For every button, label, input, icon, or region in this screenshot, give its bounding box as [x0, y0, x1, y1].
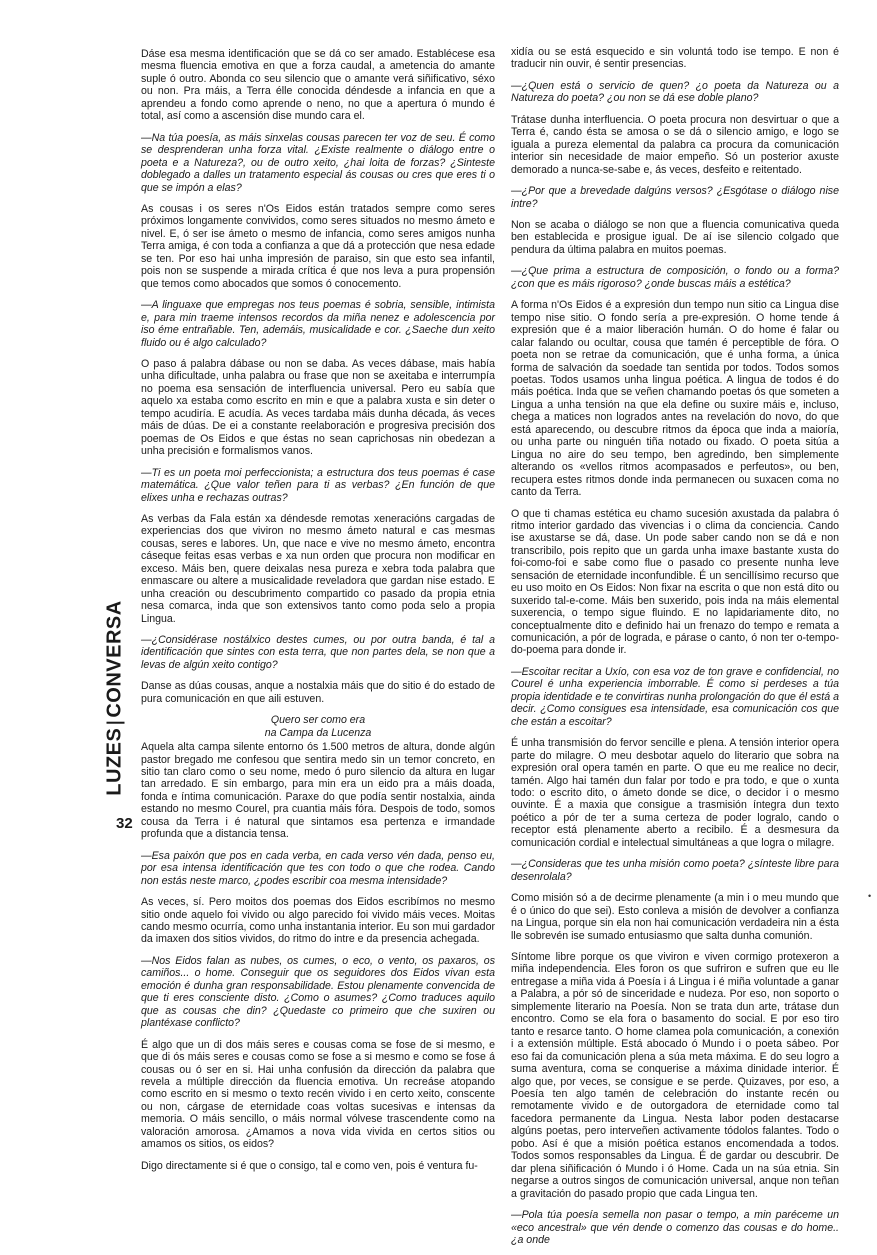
interview-question: —¿Que prima a estructura de composición, o fondo ou a forma? ¿con que es máis rigoroso? ¿onde buscas máis a estética? [511, 265, 839, 290]
interview-answer: As cousas i os seres n'Os Eidos están tratados sempre como seres próximos longamente convividos, como seres situados no mesmo ámeto e nivel. E, ó ser ise ámeto o mesmo de infancia, como seres amigos nunha Terra amiga, é con toda a confianza a que dá a protección que nesa edade se ten. Por eso hai unha impresión de paraiso, sin que esto sea infantil, pois non se suspende a mirada crítica é que nos leva a pura propensión que temos como abocados que somos ó conocemento. [141, 202, 495, 290]
interview-question: —¿Considérase nostálxico destes cumes, ou por outra banda, é tal a identificación que sintes con esta terra, que non partes dela, se non que a levas de algún xeito contigo? [141, 634, 495, 671]
magazine-name: LUZES [103, 727, 126, 796]
interview-question: —Nos Eidos falan as nubes, os cumes, o eco, o vento, os paxaros, os camiños... o home. Conseguir que os seguidores dos Eidos vivan esta emoción é dunha gran responsabilidade. Estou plenamente convencida de que ti eres consciente disto. ¿Como o asumes? ¿Como traduces aquilo que as cousas che din? ¿Quedaste co primeiro que che suxiren ou plantéxase conflicto? [141, 954, 495, 1030]
interview-answer: Non se acaba o diálogo se non que a fluencia comunicativa queda ben establecida e prosigue igual. De aí ise silencio colgado que pendura da última palabra en muitos poemas. [511, 218, 839, 256]
interview-answer: Trátase dunha interfluencia. O poeta procura non desvirtuar o que a Terra é, cando ésta se amosa o se dá o silencio amigo, e logo se iguala a pureza elemental da palabra ca procura da comunicación interior sin necesidade de maior empeño. Só un posterior axuste demorado a nunca-se-sabe e, ás veces, desfeito e reitentado. [511, 113, 839, 176]
interview-answer: É unha transmisión do fervor sencille e plena. A tensión interior opera parte do milagre. O meu desbotar aquelo do literario que sobra na expresión oral opera tamén en parte. O que eu me realice no decir, tamén. Algo hai tamén dun falar por todo e pra todo, e que o xunta todo: o escrito dito, o ámeto donde se dice, o decidor i o mesmo ouvinte. É a maxia que consigue a trasmisión íntegra dun texto poético a pór de ter a suma certeza de poder logralo, cando o receptor está plenamente aberto a recibilo. É a desmesura da comunicación cordial e intelectual simultáneas a que logra o milagre. [511, 737, 839, 849]
interview-answer: Digo directamente si é que o consigo, tal e como ven, pois é ventura fu- [141, 1159, 478, 1172]
interview-answer: Aquela alta campa silente entorno ós 1.500 metros de altura, donde algún pastor bregado me confesou que sentira medo sin un temor concreto, en sitio tan claro como o seu nome, medo ó puro silencio da altura en lugar tan arredado. E sin embargo, para min era un eido pra a máis doada, fonda e íntima comunicación. Paraxe do que podía sentir nostalxia, ainda estando no mesmo Courel, pra cuantia máis fóra. Despois de todo, somos cousa da Terra i é natural que sintamos esa pertenza e irmandade profunda que a distancia tensa. [141, 741, 495, 841]
page-number: 32 [116, 815, 133, 832]
interview-question: —¿Consideras que tes unha misión como poeta? ¿sínteste libre para desenrolala? [511, 858, 839, 883]
interview-answer: Como misión só a de decirme plenamente (a min i o meu mundo que é o único do que sei). Esto conleva a misión de devolver a confianza na Lingua, porque sin ela non hai comunicación verdadeira nin a ésta lle sobrevén ise sumado entusiasmo que salta dunha comunión. [511, 892, 839, 942]
left-column [141, 48, 495, 1181]
interview-question: —Esa paixón que pos en cada verba, en cada verso vén dada, penso eu, por esa intensa identificación que tes con todo o que che rodea. Cando non estás neste marco, ¿podes escribir coa mesma intensidade? [141, 849, 495, 887]
interview-answer: Dáse esa mesma identificación que se dá co ser amado. Establécese esa mesma fluencia emotiva en que a forza caudal, a ametencia do amante suple ó outro. Abonda co seu silencio que o amante verá siñificativo, séxo ou non. Pra máis, a Terra élle conocida déndesde a infancia en que a aprendeu a fondo como aprende o neno, no que a apertura ó mundo é total, así como a ascensión dise mundo cara el. [141, 48, 495, 123]
interview-answer: A forma n'Os Eidos é a expresión dun tempo nun sitio ca Lingua dise tempo nise sitio. O fondo sería a pre-expresión. O home tende á expresión que é a maior liberación humán. O do home é falar ou calar falando ou ocultar, cousa que tamén é perceptible de fóra. O poeta non se retrae da comunicación, que é unha forma, a única forma de salvación da soedade tan sentida por todos. Todos somos poetas. Todos usamos unha lingua poética. A lingua de todos é do máis poética. Inda que se veñen chamando poetas ós que someten a Lingua a unha tensión na que ela define ou suxire máis e, incluso, chega a matices non logrados antes na revelación do novo, do que está aparecendo, ou descubre ritmos da época que inda a maioría, ou unha parte ou ninguén tiña notado ou fixado. O poeta sitúa a Lingua no aire do seu tempo, ben agredindo, ben simplemente alterando os «vellos ritmos acompasados e perfeutos», ou ben, recupera estes ritmos donde inda permanecen ou suxacen coma no canto da Terra. [511, 299, 839, 499]
interview-answer: As veces, sí. Pero moitos dos poemas dos Eidos escribímos no mesmo sitio onde aquelo foi vivido ou algo parecido foi vivido máis veces. Moitas cando mesmo ocurría, como unha instantania interior. Eu son mui gardador da imaxen dos sitios vividos, do ritmo do intre e da presencia achegada. [141, 896, 495, 946]
interview-question: —Pola túa poesía semella non pasar o tempo, a min paréceme un «eco ancestral» que vén dende o comenzo das cousas e do home.. ¿a onde [511, 1209, 839, 1246]
interview-question: —Ti es un poeta moi perfeccionista; a estructura dos teus poemas é case matemática. ¿Que valor teñen para ti as verbas? ¿En función de que elixes unha e rechazas outras? [141, 466, 495, 504]
interview-question: —¿Por que a brevedade dalgúns versos? ¿Esgótase o diálogo nise intre? [511, 185, 839, 210]
verse-line: Quero ser como era [270, 714, 366, 727]
interview-question: —A linguaxe que empregas nos teus poemas é sobria, sensible, intimista e, para min traeme intensos recordos da miña nenez e adolescencia por iso éme entrañable. Ten, ademáis, musicalidade e cor. ¿Saeche dun xeito fluido ou é algo calculado? [141, 299, 495, 349]
interview-answer: xidía ou se está esquecido e sin voluntá todo ise tempo. E non é traducir nin ouvir, é sentir presencias. [511, 46, 839, 71]
section-name: CONVERSA [103, 600, 126, 718]
verse-quote [141, 714, 495, 739]
interview-question: —Escoitar recitar a Uxío, con esa voz de ton grave e confidencial, no Courel é unha experiencia imborrable. É como si perdeses a túa propia identidade e te convirtiras nunha prolongación do que él está a decir. ¿Como consigues esa intensidade, esa comunicación cos que che están a escoitar? [511, 665, 839, 728]
verse-line: na Campa da Lucenza [264, 726, 372, 739]
right-column [511, 46, 839, 1255]
interview-question: —Na túa poesía, as máis sinxelas cousas parecen ter voz de seu. É como se desprenderan unha forza vital. ¿Existe realmente o diálogo entre o poeta e a Natureza?, ou de outro xeito, ¿hai loita de forzas? ¿Sinteste doblegado a dalles un tratamento especial ás cousas ou cres que eres ti o que se impón a elas? [141, 131, 495, 194]
label-divider [106, 722, 124, 724]
edge-mark: • [868, 891, 872, 901]
section-label [104, 582, 126, 814]
interview-answer: Danse as dúas cousas, anque a nostalxia máis que do sitio é do estado de pura comunicación en que aili estuven. [141, 680, 495, 705]
interview-answer: Síntome libre porque os que viviron e viven cormigo protexeron a miña independencia. Eles foron os que sufriron e sufren que eu lle entregase a miña vida á Poesía i á Lingua i é miña voluntade a ganar a Palabra, a pór só de sinceridade e nudeza. Por eso, non soporto o simplemente literario na Poesía. Non se trata dun arte, trátase dun encontro. Como se ela fora o basamento do social. E por eso tiro tanto e resarce tanto. O home clamea pola comunicación, a conexión i a extensión múltiple. Está abocado ó Mundo i o poeta sábeo. Por eso fai da comunicación plena a súa meta máxima. E do seu logro a suma aventura, coma se conquerise a máxima dinidade interior. É algo que, por veces, se consigue e se perde. Quizaves, por eso, a Poesía ten algo tamén de celebración do instante recén ou remotamente vivido e de outorgadora de eternidade como tal facedora permanente da Lingua. Nesta labor poden destacarse algúns poetas, pero interveñen activamente tódolos falantes. Todo o pobo. Así é que a misión poética estanos encomendada a todos. Todos somos responsables da Lingua. É de gardar ou descubrir. De dar plena siñificación ó Mundo i ó Home. Cada un na súa etnia. Sin negarse a outros singos de comunicación universal, anque non teñan a gravitación do pasado propio que cada Lingua ten. [511, 951, 839, 1200]
interview-answer: O paso á palabra dábase ou non se daba. As veces dábase, mais había unha dificultade, unha palabra ou frase que non se axeitaba e interrumpía no poema esa sensación de interfluencia universal. Pero eu sabía que aquelo xa estaba como escrito en min e que a palabra xusta e sin deter o tempo acudiría. E acudía. As veces tardaba máis dunha década, ás veces máis de dúas. De ei a constante reelaboración e progresiva precisión dos poemas de Os Eidos e que éstas no sean caprichosas nin obedezan a unha precisión e formalismos vanos. [141, 357, 495, 458]
interview-answer: As verbas da Fala están xa déndesde remotas xeneracións cargadas de experiencias dos que viviron no mesmo ámeto natural e cas mesmas cousas, seres e labores. Un, que nace e vive no mesmo ámeto, encontra cáseque feitas esas verbas e xa nun orden que procura non modificar en exceso. Máis ben, quere deixalas nesa pureza e xebra toda palabra que enmascare ou altere a musicalidade reveladora que gardan nise estado. E unha creación ou descubrimento compartido co pasado da propia etnia nesa comarca, inda que son extensivos tanto como poda selo a propia Lingua. [141, 512, 495, 625]
interview-answer: É algo que un di dos máis seres e cousas coma se fose de si mesmo, e que di ós máis seres e cousas como se fose a si mesmo e como se fose á cousas ou ó ser en si. Hai unha confusión da dirección da palabra que revela a múltiple dirección da fluencia emotiva. Un recreáse atopando como escrito en si mesmo o texto recén vivido i en certo xeito, conscente ou non, cárgase de eternidade coas voltas sucesivas e intensas da memoria. O máis sencillo, o máis normal vólvese trascendente como na valoración amorosa. ¿Amamos a nova vida vivida en certos sitios ou amamos os sitios, os eidos? [141, 1038, 495, 1151]
interview-question: —¿Quen está o servicio de quen? ¿o poeta da Natureza ou a Natureza do poeta? ¿ou non se dá ese doble plano? [511, 79, 839, 105]
interview-answer: O que ti chamas estética eu chamo sucesión axustada da palabra ó ritmo interior gardado das vivencias i o clima da conciencia. Cando ise axustarse se dá, dase. Un pode saber cando non se dá e non transcribilo, pois repito que un garda unha imaxe bastante xusta do foi-como-foi e sabe como flue o pasado co presente nunha leve sensación de eternidade inconfundible. É un sencillísimo recurso que eu uso moito en Os Eidos: Non fixar na escrita o que non está dito ou suxerido tal-e-come. Máis ben suxerido, pois inda na máis elemental suxerencia, o tempo sigue fluindo. E no lapidariamente dito, no conceptualmente dito e definido hai un frenazo do tempo e remata a comunicación, a pór de lograda, e párase o canto, ó non ter o-tempo-do-poema para donde ir. [511, 507, 839, 657]
